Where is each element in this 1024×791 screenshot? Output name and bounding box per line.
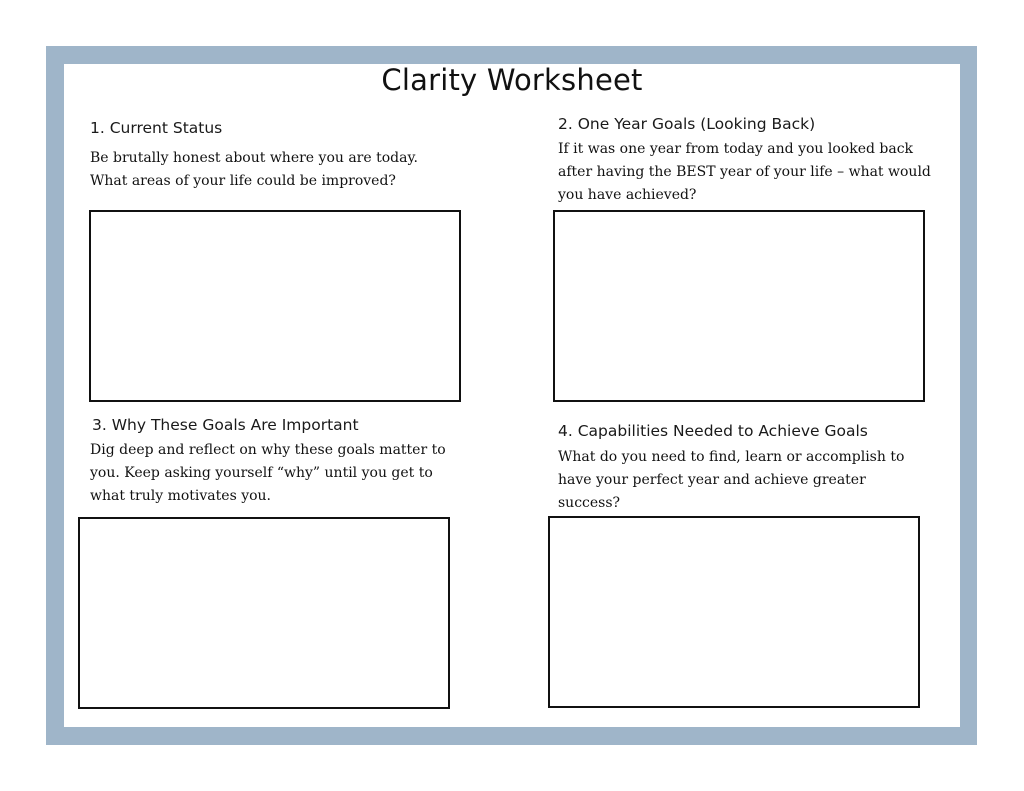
answer-box-current-status[interactable] [89,210,461,402]
section-heading-current-status: 1. Current Status [90,119,223,137]
page-title: Clarity Worksheet [381,63,643,97]
section-prompt-current-status [90,147,418,193]
answer-box-one-year-goals[interactable] [553,210,925,402]
prompt-line: you. Keep asking yourself “why” until you get to [90,465,433,481]
prompt-line: success? [558,495,621,511]
prompt-line: What do you need to find, learn or accomplish to [558,449,905,465]
prompt-line: If it was one year from today and you looked back [558,141,914,157]
section-prompt-capabilities-needed [558,446,904,515]
section-heading-one-year-goals: 2. One Year Goals (Looking Back) [558,115,816,133]
section-heading-capabilities-needed: 4. Capabilities Needed to Achieve Goals [558,422,868,440]
answer-box-why-goals-important[interactable] [78,517,450,709]
prompt-line: you have achieved? [558,187,697,203]
prompt-line: after having the BEST year of your life – what would [558,164,931,180]
prompt-line: have your perfect year and achieve greater [558,472,866,488]
section-heading-why-goals-important: 3. Why These Goals Are Important [92,416,359,434]
prompt-line: Be brutally honest about where you are today. [90,150,418,166]
answer-box-capabilities-needed[interactable] [548,516,920,708]
section-prompt-why-goals-important [90,439,446,508]
prompt-line: what truly motivates you. [90,488,272,504]
section-prompt-one-year-goals [558,138,931,207]
prompt-line: Dig deep and reflect on why these goals matter to [90,442,446,458]
prompt-line: What areas of your life could be improved? [90,173,396,189]
